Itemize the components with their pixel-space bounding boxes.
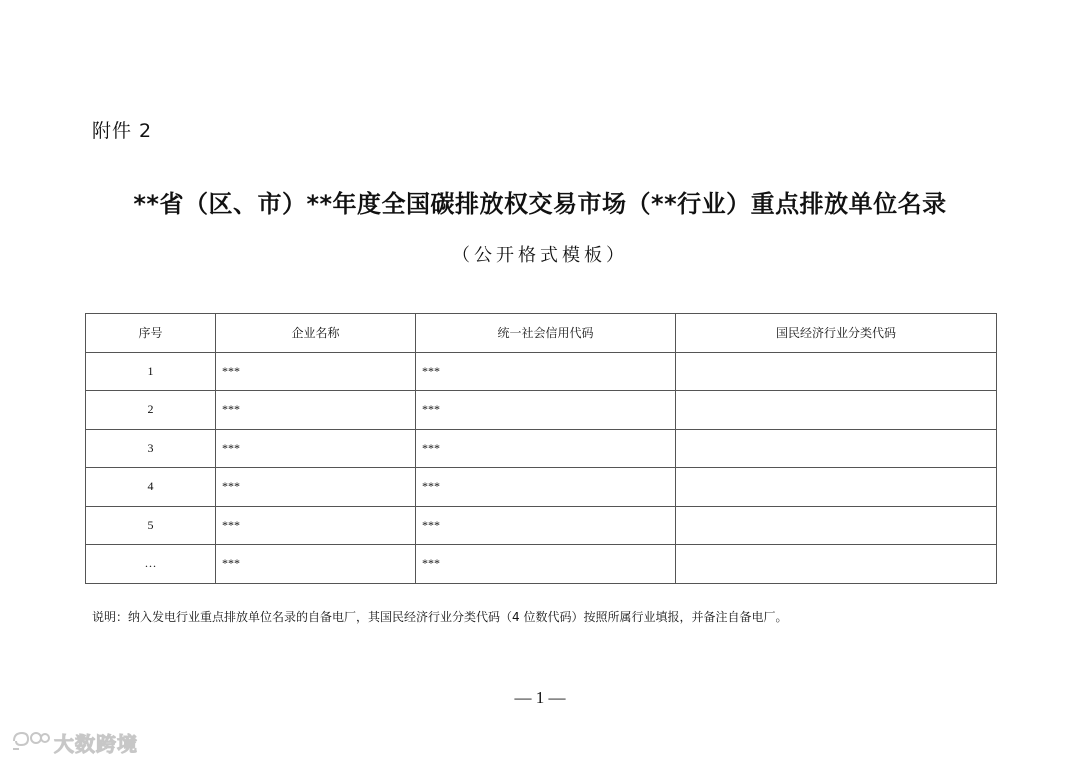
- column-header-company: 企业名称: [216, 314, 416, 353]
- table-row: [86, 352, 997, 391]
- page-number: — 1 —: [514, 688, 566, 707]
- column-header-seq: 序号: [86, 314, 216, 353]
- column-header-credit-code: 统一社会信用代码: [416, 314, 676, 353]
- cell-seq: 5: [86, 506, 216, 545]
- table-header-row: [86, 314, 997, 353]
- roster-table: [85, 313, 997, 584]
- cell-credit-code: ***: [416, 468, 676, 507]
- cell-industry-code: [676, 391, 997, 430]
- cell-seq: …: [86, 545, 216, 584]
- watermark-logo-icon: [10, 729, 50, 757]
- watermark: [10, 728, 138, 757]
- table-row: [86, 391, 997, 430]
- cell-company: ***: [216, 468, 416, 507]
- document-title: **省（区、市）**年度全国碳排放权交易市场（**行业）重点排放单位名录: [133, 190, 947, 218]
- cell-company: ***: [216, 429, 416, 468]
- cell-industry-code: [676, 545, 997, 584]
- cell-industry-code: [676, 506, 997, 545]
- cell-credit-code: ***: [416, 429, 676, 468]
- column-header-industry-code: 国民经济行业分类代码: [676, 314, 997, 353]
- cell-company: ***: [216, 545, 416, 584]
- cell-company: ***: [216, 391, 416, 430]
- cell-credit-code: ***: [416, 506, 676, 545]
- watermark-text: 大数跨境: [54, 732, 138, 756]
- cell-industry-code: [676, 352, 997, 391]
- cell-industry-code: [676, 429, 997, 468]
- cell-credit-code: ***: [416, 391, 676, 430]
- table-row: [86, 429, 997, 468]
- cell-company: ***: [216, 352, 416, 391]
- cell-seq: 1: [86, 352, 216, 391]
- table-row: [86, 506, 997, 545]
- cell-industry-code: [676, 468, 997, 507]
- explanatory-note: 说明：纳入发电行业重点排放单位名录的自备电厂，其国民经济行业分类代码（4 位数代码）按照所属行业填报，并备注自备电厂。: [92, 610, 788, 624]
- cell-seq: 2: [86, 391, 216, 430]
- cell-seq: 4: [86, 468, 216, 507]
- table-row: [86, 545, 997, 584]
- table-row: [86, 468, 997, 507]
- document-subtitle: （公开格式模板）: [452, 245, 628, 266]
- cell-credit-code: ***: [416, 352, 676, 391]
- cell-seq: 3: [86, 429, 216, 468]
- cell-credit-code: ***: [416, 545, 676, 584]
- cell-company: ***: [216, 506, 416, 545]
- attachment-label: 附件 2: [92, 120, 153, 142]
